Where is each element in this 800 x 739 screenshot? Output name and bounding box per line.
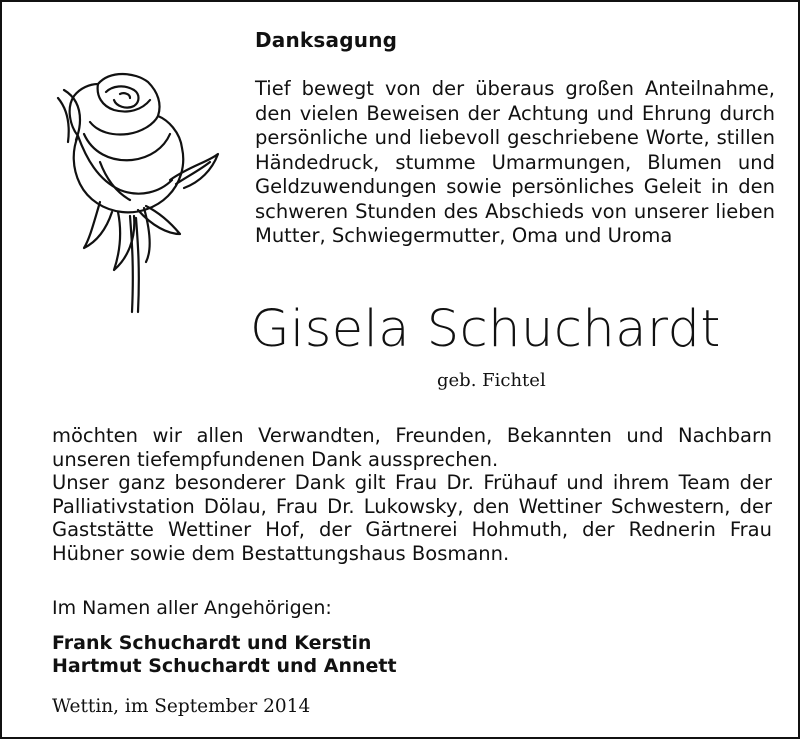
deceased-name: Gisela Schuchardt (250, 300, 721, 359)
rose-illustration-icon (40, 62, 225, 314)
thanks-body (52, 424, 772, 565)
thanks-paragraph-2: Unser ganz besonderer Dank gilt Frau Dr. Frühauf und ihrem Team der Palliativstation Dölau, Frau Dr. Lukowsky, den Wettiner Schwestern, der Gaststätte Wettiner Hof, der Gärtnerei Hohmuth, der Rednerin Frau Hübner sowie dem Bestattungshaus Bosmann. (52, 471, 772, 565)
sign-intro: Im Namen aller Angehörigen: (52, 597, 332, 619)
signers-list (52, 632, 397, 678)
intro-text: Tief bewegt von der überaus großen Anteilnahme, den vielen Beweisen der Achtung und Ehrung durch persönliche und liebevoll geschriebene Worte, stillen Händedruck, stumme Umarmungen, Blumen und Geldzuwendungen sowie persönliches Geleit in den schweren Stunden des Abschieds von unserer lieben Mutter, Schwiegermutter, Oma und Uroma (255, 77, 775, 247)
signer-line: Frank Schuchardt und Kerstin (52, 632, 372, 654)
place-date: Wettin, im September 2014 (52, 696, 311, 717)
signer-line: Hartmut Schuchardt und Annett (52, 655, 397, 677)
birth-name: geb. Fichtel (437, 370, 546, 391)
notice-heading: Danksagung (255, 28, 398, 52)
thanks-paragraph-1: möchten wir allen Verwandten, Freunden, Bekannten und Nachbarn unseren tiefempfundenen Dank aussprechen. (52, 424, 772, 471)
